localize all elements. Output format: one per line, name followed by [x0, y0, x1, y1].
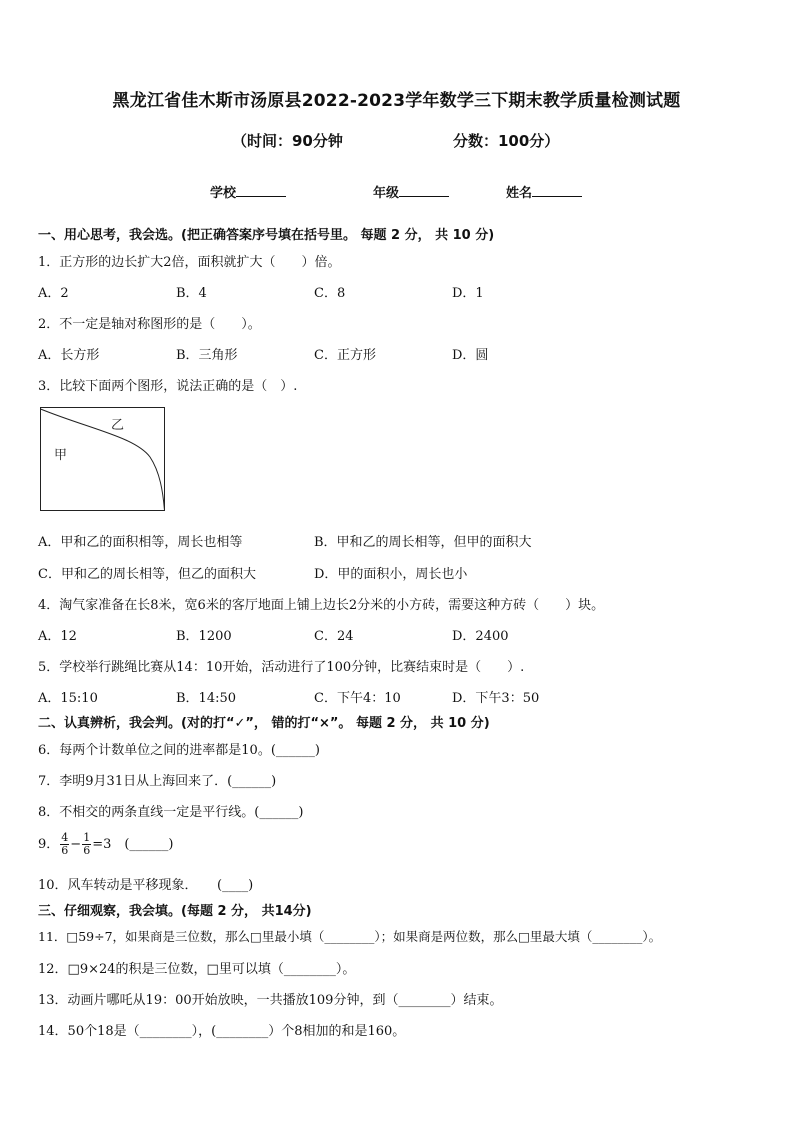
question-10: 10．风车转动是平移现象． (____) — [38, 878, 254, 893]
q2-option-c: C．正方形 — [314, 348, 376, 363]
q1-option-c: C．8 — [314, 286, 346, 301]
name-label: 姓名 — [506, 186, 533, 201]
q1-option-d: D．1 — [452, 286, 484, 301]
q4-option-c: C．24 — [314, 629, 354, 644]
q3-option-a: A．甲和乙的面积相等，周长也相等 — [38, 535, 243, 550]
q4-option-a: A．12 — [38, 629, 77, 644]
q2-option-a: A．长方形 — [38, 348, 100, 363]
q2-option-d: D．圆 — [452, 348, 489, 363]
question-4: 4．淘气家准备在长8米，宽6米的客厅地面上铺上边长2分米的小方砖，需要这种方砖（ ）块。 — [38, 598, 605, 613]
q3-option-b: B．甲和乙的周长相等，但甲的面积大 — [314, 535, 532, 550]
q3-option-d: D．甲的面积小，周长也小 — [314, 567, 468, 582]
question-6: 6．每两个计数单位之间的进率都是10。(______) — [38, 743, 320, 758]
grade-label: 年级 — [373, 186, 400, 201]
question-12: 12．□9×24的积是三位数，□里可以填（________）。 — [38, 962, 356, 977]
name-field — [506, 182, 582, 201]
q5-option-c: C．下午4：10 — [314, 691, 401, 706]
figure-label-jia: 甲 — [54, 448, 68, 463]
question-8: 8．不相交的两条直线一定是平行线。(______) — [38, 805, 304, 820]
q3-figure — [40, 407, 170, 519]
q9-numerator-1: 4 — [61, 831, 69, 844]
school-blank[interactable] — [236, 184, 286, 197]
q5-option-b: B．14:50 — [176, 691, 237, 706]
question-11: 11．□59÷7，如果商是三位数，那么□里最小填（________）；如果商是两位数，那么□里最大填（________）。 — [38, 929, 662, 944]
q9-denominator-1: 6 — [61, 844, 69, 857]
q9-numerator-2: 1 — [83, 831, 91, 844]
q5-option-d: D．下午3：50 — [452, 691, 540, 706]
q4-option-b: B．1200 — [176, 629, 232, 644]
question-14: 14．50个18是（________），(________）个8相加的和是160。 — [38, 1024, 406, 1039]
exam-title: 黑龙江省佳木斯市汤原县2022-2023学年数学三下期末教学质量检测试题 — [112, 91, 681, 111]
q2-option-b: B．三角形 — [176, 348, 238, 363]
school-field — [210, 182, 286, 201]
q9-fraction-1 — [60, 832, 69, 857]
exam-time: （时间：90分钟 — [232, 132, 343, 150]
q9-fraction-2 — [82, 832, 91, 857]
grade-field — [373, 182, 449, 201]
question-7: 7．李明9月31日从上海回来了．(______) — [38, 774, 277, 789]
grade-blank[interactable] — [399, 184, 449, 197]
question-2: 2．不一定是轴对称图形的是（ ）。 — [38, 317, 261, 332]
section-3-heading: 三、仔细观察，我会填。(每题 2 分， 共14分) — [38, 904, 312, 919]
q9-number: 9． — [38, 837, 60, 852]
q5-option-a: A．15:10 — [38, 691, 98, 706]
exam-score: 分数：100分） — [453, 132, 560, 150]
q1-option-a: A．2 — [38, 286, 69, 301]
question-1: 1．正方形的边长扩大2倍，面积就扩大（ ）倍。 — [38, 255, 341, 270]
q3-option-c: C．甲和乙的周长相等，但乙的面积大 — [38, 567, 256, 582]
q1-option-b: B．4 — [176, 286, 207, 301]
question-9 — [38, 832, 174, 857]
question-13: 13．动画片哪吒从19：00开始放映，一共播放109分钟，到（________）结束。 — [38, 993, 503, 1008]
section-2-heading: 二、认真辨析，我会判。(对的打“✓”， 错的打“×”。 每题 2 分， 共 10 分) — [38, 716, 490, 731]
school-label: 学校 — [210, 186, 237, 201]
q4-option-d: D．2400 — [452, 629, 509, 644]
name-blank[interactable] — [532, 184, 582, 197]
rectangle-curve-diagram — [40, 407, 170, 515]
section-1-heading: 一、用心思考，我会选。(把正确答案序号填在括号里。 每题 2 分， 共 10 分) — [38, 228, 495, 243]
q9-rest: =3 (______) — [92, 837, 174, 852]
question-5: 5．学校举行跳绳比赛从14：10开始，活动进行了100分钟，比赛结束时是（ ）. — [38, 660, 525, 675]
figure-label-yi: 乙 — [111, 418, 125, 433]
question-3: 3．比较下面两个图形，说法正确的是（ ）. — [38, 379, 298, 394]
q9-minus: − — [70, 837, 82, 852]
q9-denominator-2: 6 — [83, 844, 91, 857]
